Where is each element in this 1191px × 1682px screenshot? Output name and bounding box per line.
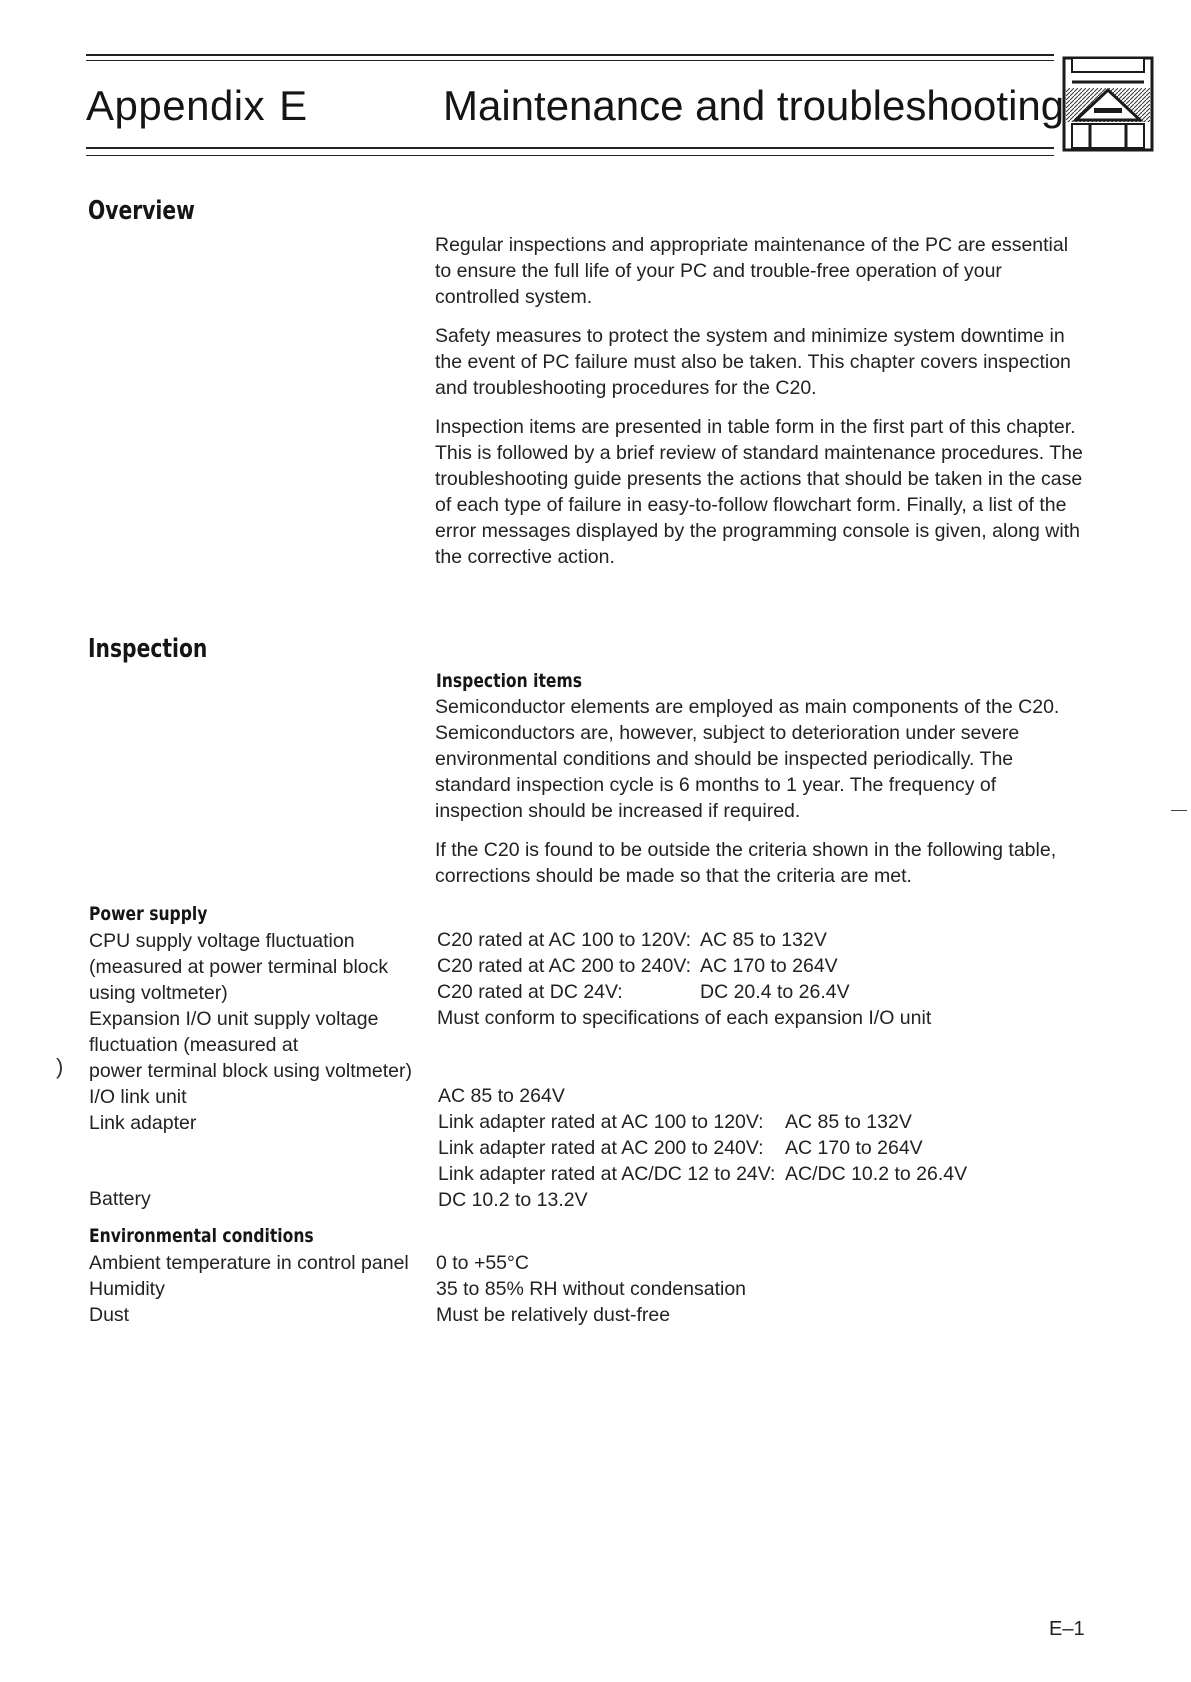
environment-value: Must be relatively dust-free	[436, 1304, 671, 1326]
power-left-line: (measured at power terminal block	[89, 956, 389, 978]
inspection-paragraph-2: If the C20 is found to be outside the criteria shown in the following table, corrections should be made so that the criteria are met.	[435, 839, 1057, 887]
cpu-rating-label: C20 rated at AC 200 to 240V:	[437, 955, 692, 977]
power-left-line: fluctuation (measured at	[89, 1034, 299, 1056]
header-bottom-rule	[86, 147, 1054, 149]
expansion-value: Must conform to specifications of each expansion I/O unit	[437, 1007, 932, 1029]
link-adapter-label: Link adapter rated at AC 200 to 240V:	[438, 1137, 764, 1159]
cpu-rating-value: AC 170 to 264V	[700, 955, 838, 977]
page-number: E–1	[1049, 1618, 1085, 1640]
environment-label: Dust	[89, 1304, 130, 1326]
overview-heading: Overview	[88, 196, 195, 226]
power-left-line: power terminal block using voltmeter)	[89, 1060, 412, 1082]
chapter-label-word: Appendix	[86, 82, 266, 129]
appendix-logo-icon	[1062, 56, 1154, 152]
power-left-line: using voltmeter)	[89, 982, 228, 1004]
environmental-heading: Environmental conditions	[89, 1225, 314, 1247]
header-top-rule-thin	[86, 60, 1054, 61]
link-adapter-label: Link adapter rated at AC 100 to 120V:	[438, 1111, 764, 1133]
inspection-heading: Inspection	[88, 634, 208, 664]
battery-label: Battery	[89, 1188, 151, 1210]
power-left-line: Link adapter	[89, 1112, 197, 1134]
link-adapter-value: AC 170 to 264V	[785, 1137, 923, 1159]
environment-value: 35 to 85% RH without condensation	[436, 1278, 747, 1300]
environment-label: Humidity	[89, 1278, 165, 1300]
overview-paragraph-2: Safety measures to protect the system and minimize system downtime in the event of PC failure must also be taken. This chapter covers inspection and troubleshooting procedures for the C20.	[435, 325, 1071, 399]
link-adapter-value: AC 85 to 132V	[785, 1111, 912, 1133]
header-top-rule	[86, 54, 1054, 56]
header-bottom-rule-thin	[86, 155, 1054, 156]
power-left-line: I/O link unit	[89, 1086, 187, 1108]
io-link-value: AC 85 to 264V	[438, 1085, 565, 1107]
power-supply-heading: Power supply	[89, 903, 208, 925]
overview-paragraph-1: Regular inspections and appropriate maintenance of the PC are essential to ensure the full life of your PC and trouble-free operation of your controlled system.	[435, 234, 1069, 308]
link-adapter-label: Link adapter rated at AC/DC 12 to 24V:	[438, 1163, 776, 1185]
cpu-rating-label: C20 rated at AC 100 to 120V:	[437, 929, 692, 951]
power-left-line: Expansion I/O unit supply voltage	[89, 1008, 379, 1030]
power-left-line: CPU supply voltage fluctuation	[89, 930, 355, 952]
chapter-title: Maintenance and troubleshooting	[443, 82, 1065, 129]
environment-value: 0 to +55°C	[436, 1252, 529, 1274]
cpu-rating-value: AC 85 to 132V	[700, 929, 827, 951]
chapter-label	[86, 82, 308, 130]
cpu-rating-value: DC 20.4 to 26.4V	[700, 981, 850, 1003]
inspection-paragraph-1: Semiconductor elements are employed as main components of the C20. Semiconductors are, however, subject to deterioration under severe environmental conditions and should be inspected periodically. The standard inspection cycle is 6 months to 1 year. The frequency of inspection should be increased if required.	[435, 696, 1060, 822]
inspection-items-heading: Inspection items	[436, 670, 582, 692]
environment-label: Ambient temperature in control panel	[89, 1252, 409, 1274]
cpu-rating-label: C20 rated at DC 24V:	[437, 981, 623, 1003]
margin-mark: )	[56, 1054, 64, 1079]
margin-dash	[1171, 810, 1187, 811]
battery-value: DC 10.2 to 13.2V	[438, 1189, 588, 1211]
overview-paragraph-3: Inspection items are presented in table form in the first part of this chapter. This is followed by a brief review of standard maintenance procedures. The troubleshooting guide presents the actions that should be taken in the case of each type of failure in easy-to-follow flowchart form. Finally, a list of the error messages displayed by the programming console is given, along with the corrective action.	[435, 416, 1083, 568]
link-adapter-value: AC/DC 10.2 to 26.4V	[785, 1163, 968, 1185]
chapter-letter: E	[279, 82, 308, 129]
